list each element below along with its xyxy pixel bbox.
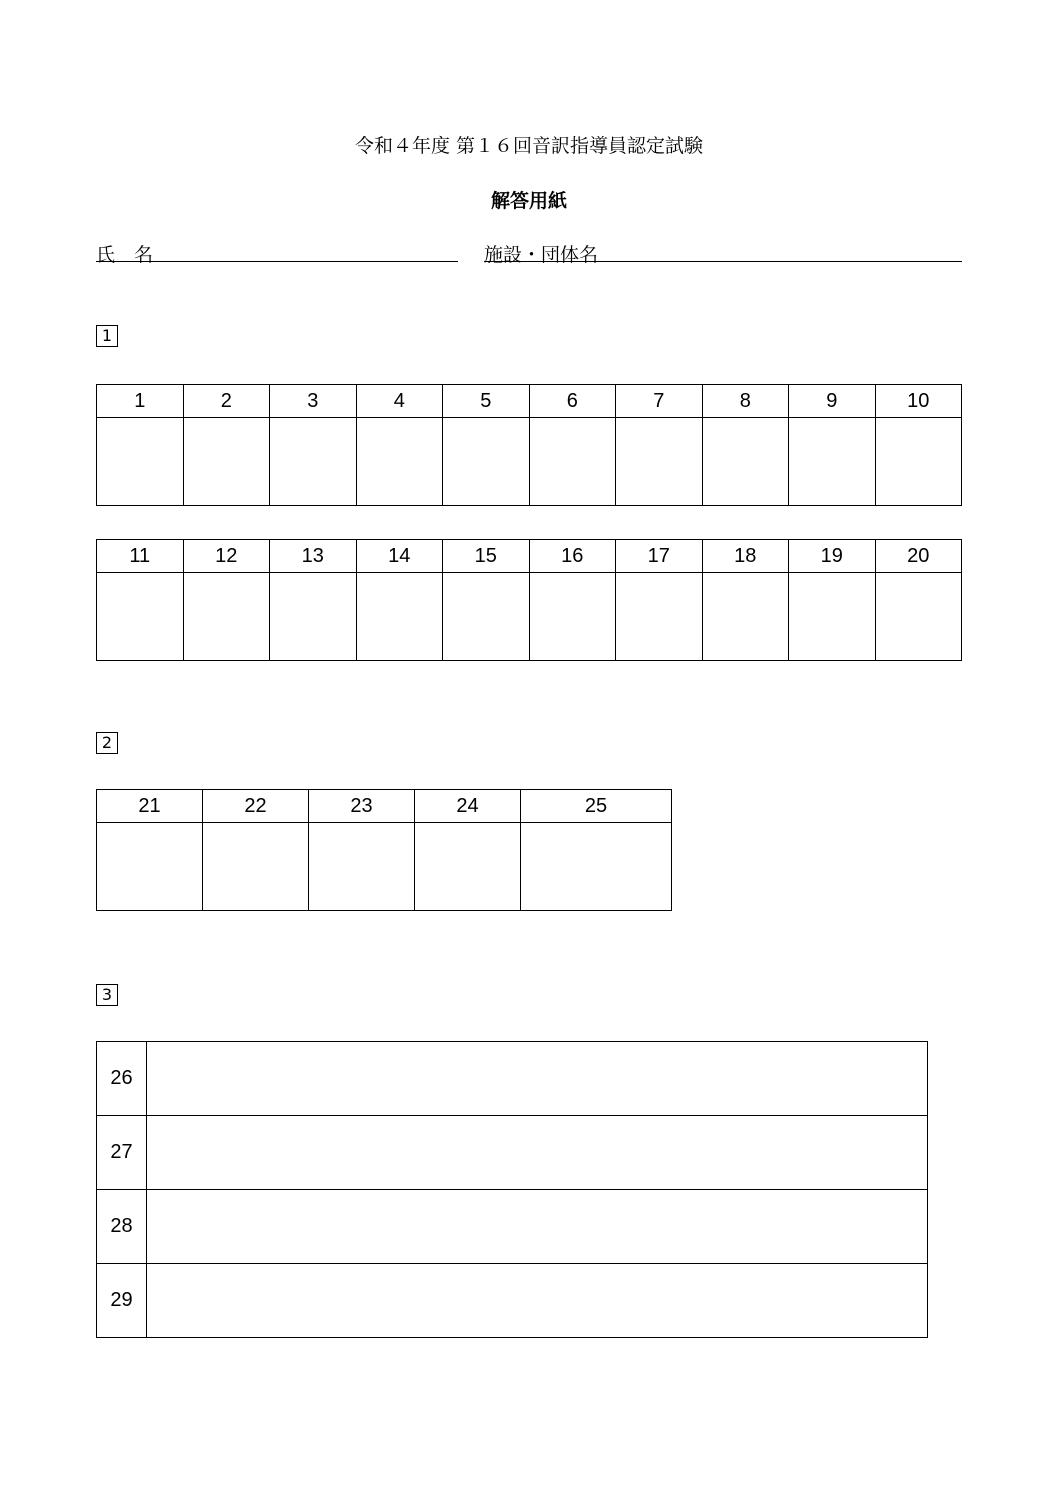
name-label: 氏 名 [96,244,154,266]
question-number: 9 [789,385,876,418]
answer-cell[interactable] [183,418,270,506]
answer-cell[interactable] [270,573,357,661]
answer-row [97,823,672,911]
question-number: 2 [183,385,270,418]
answer-cell[interactable] [97,823,203,911]
question-number: 22 [203,790,309,823]
answer-cell[interactable] [147,1190,928,1264]
question-number: 14 [356,540,443,573]
name-field[interactable] [96,261,458,262]
question-number: 4 [356,385,443,418]
answer-cell[interactable] [147,1116,928,1190]
table-row [97,1264,928,1338]
answer-cell[interactable] [97,573,184,661]
answer-cell[interactable] [443,573,530,661]
answer-cell[interactable] [789,418,876,506]
page-title: 令和４年度 第１６回音訳指導員認定試験 [354,135,704,157]
answer-cell[interactable] [616,573,703,661]
question-number: 24 [415,790,521,823]
question-number: 15 [443,540,530,573]
organization-field[interactable] [484,261,962,262]
question-number: 8 [702,385,789,418]
question-number: 20 [875,540,962,573]
answer-table-4 [96,1041,928,1338]
answer-cell[interactable] [97,418,184,506]
question-number: 29 [97,1264,147,1338]
answer-cell[interactable] [415,823,521,911]
answer-table-3 [96,789,672,911]
answer-cell[interactable] [702,418,789,506]
question-number: 7 [616,385,703,418]
answer-cell[interactable] [147,1264,928,1338]
question-number: 12 [183,540,270,573]
answer-cell[interactable] [529,418,616,506]
question-number: 3 [270,385,357,418]
question-number: 10 [875,385,962,418]
header-row [97,385,962,418]
question-number: 11 [97,540,184,573]
question-number: 1 [97,385,184,418]
answer-cell[interactable] [529,573,616,661]
question-number: 6 [529,385,616,418]
answer-cell[interactable] [270,418,357,506]
question-number: 5 [443,385,530,418]
question-number: 16 [529,540,616,573]
question-number: 27 [97,1116,147,1190]
answer-cell[interactable] [309,823,415,911]
header-row [97,790,672,823]
question-number: 18 [702,540,789,573]
section-2-marker: 2 [96,732,118,754]
answer-cell[interactable] [183,573,270,661]
section-3-marker: 3 [96,984,118,1006]
answer-table-2 [96,539,962,661]
answer-cell[interactable] [875,573,962,661]
answer-cell[interactable] [443,418,530,506]
question-number: 19 [789,540,876,573]
table-row [97,1042,928,1116]
section-1-marker: 1 [96,325,118,347]
answer-cell[interactable] [616,418,703,506]
answer-table-1 [96,384,962,506]
answer-cell[interactable] [203,823,309,911]
question-number: 26 [97,1042,147,1116]
table-row [97,1116,928,1190]
question-number: 28 [97,1190,147,1264]
question-number: 21 [97,790,203,823]
header-row [97,540,962,573]
question-number: 25 [521,790,672,823]
organization-label: 施設・団体名 [484,244,599,266]
answer-cell[interactable] [147,1042,928,1116]
question-number: 23 [309,790,415,823]
answer-cell[interactable] [875,418,962,506]
answer-cell[interactable] [789,573,876,661]
answer-row [97,418,962,506]
answer-cell[interactable] [356,418,443,506]
table-row [97,1190,928,1264]
answer-sheet-heading: 解答用紙 [490,190,567,212]
answer-cell[interactable] [356,573,443,661]
question-number: 17 [616,540,703,573]
answer-row [97,573,962,661]
answer-cell[interactable] [521,823,672,911]
answer-cell[interactable] [702,573,789,661]
question-number: 13 [270,540,357,573]
